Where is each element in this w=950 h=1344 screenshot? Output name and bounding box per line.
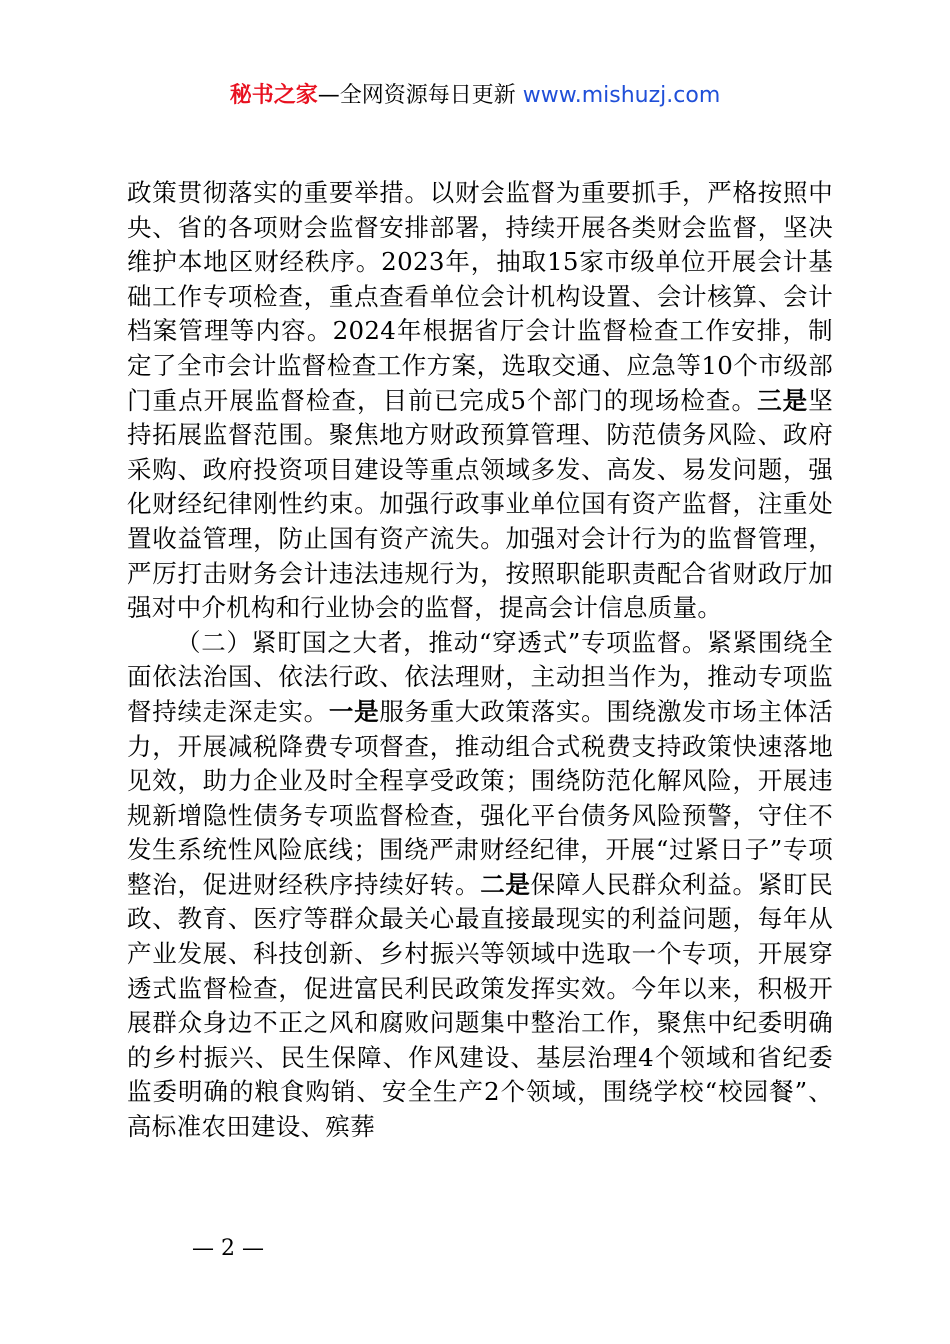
header-url[interactable]: www.mishuzj.com xyxy=(522,83,721,108)
paragraph-financial-supervision xyxy=(127,176,833,626)
site-header xyxy=(0,80,950,112)
page-number: — 2 — xyxy=(192,1236,264,1261)
paragraph-text: 服务重大政策落实。围绕激发市场主体活力，开展减税降费专项督查，推动组合式税费支持政策快速落地见效，助力企业及时全程享受政策；围绕防范化解风险，开展违规新增隐性债务专项监督检查，强化平台债务风险预警，守住不发生系统性风险底线；围绕严肃财经纪律，开展“过紧日子”专项整治，促进财经秩序持续好转。 xyxy=(127,696,834,899)
document-body xyxy=(127,176,833,1145)
paragraph-text: （二）紧盯国之大者，推动“穿透式”专项监督。紧紧围绕全面依法治国、依法行政、依法理财，主动担当作为，推动专项监督持续走深走实。 xyxy=(127,627,833,726)
header-tagline: —全网资源每日更新 xyxy=(317,83,516,108)
paragraph-text: 政策贯彻落实的重要举措。以财会监督为重要抓手，严格按照中央、省的各项财会监督安排部署，持续开展各类财会监督，坚决维护本地区财经秩序。2023年，抽取15家市级单位开展会计基础工作专项检查，重点查看单位会计机构设置、会计核算、会计档案管理等内容。2024年根据省厅会计监督检查工作安排，制定了全市会计监督检查工作方案，选取交通、应急等10个市级部门重点开展监督检查，目前已完成5个部门的现场检查。 xyxy=(127,178,833,415)
bold-lead-two: 二是 xyxy=(480,869,531,899)
paragraph-text: 保障人民群众利益。紧盯民政、教育、医疗等群众最关心最直接最现实的利益问题，每年从产业发展、科技创新、乡村振兴等领域中选取一个专项，开展穿透式监督检查，促进富民利民政策发挥实效。今年以来，积极开展群众身边不正之风和腐败问题集中整治工作，聚焦中纪委明确的乡村振兴、民生保障、作风建设、基层治理4个领域和省纪委监委明确的粮食购销、安全生产2个领域，围绕学校“校园餐”、高标准农田建设、殡葬 xyxy=(127,869,833,1142)
bold-lead-three: 三是 xyxy=(757,385,809,415)
bold-lead-one: 一是 xyxy=(328,696,380,726)
paragraph-special-supervision xyxy=(127,626,833,1145)
header-brand: 秘书之家 xyxy=(229,83,318,108)
paragraph-text: 坚持拓展监督范围。聚焦地方财政预算管理、防范债务风险、政府采购、政府投资项目建设等重点领域多发、高发、易发问题，强化财经纪律刚性约束。加强行政事业单位国有资产监督，注重处置收益管理，防止国有资产流失。加强对会计行为的监督管理，严厉打击财务会计违法违规行为，按照职能职责配合省财政厅加强对中介机构和行业协会的监督，提高会计信息质量。 xyxy=(127,385,833,623)
